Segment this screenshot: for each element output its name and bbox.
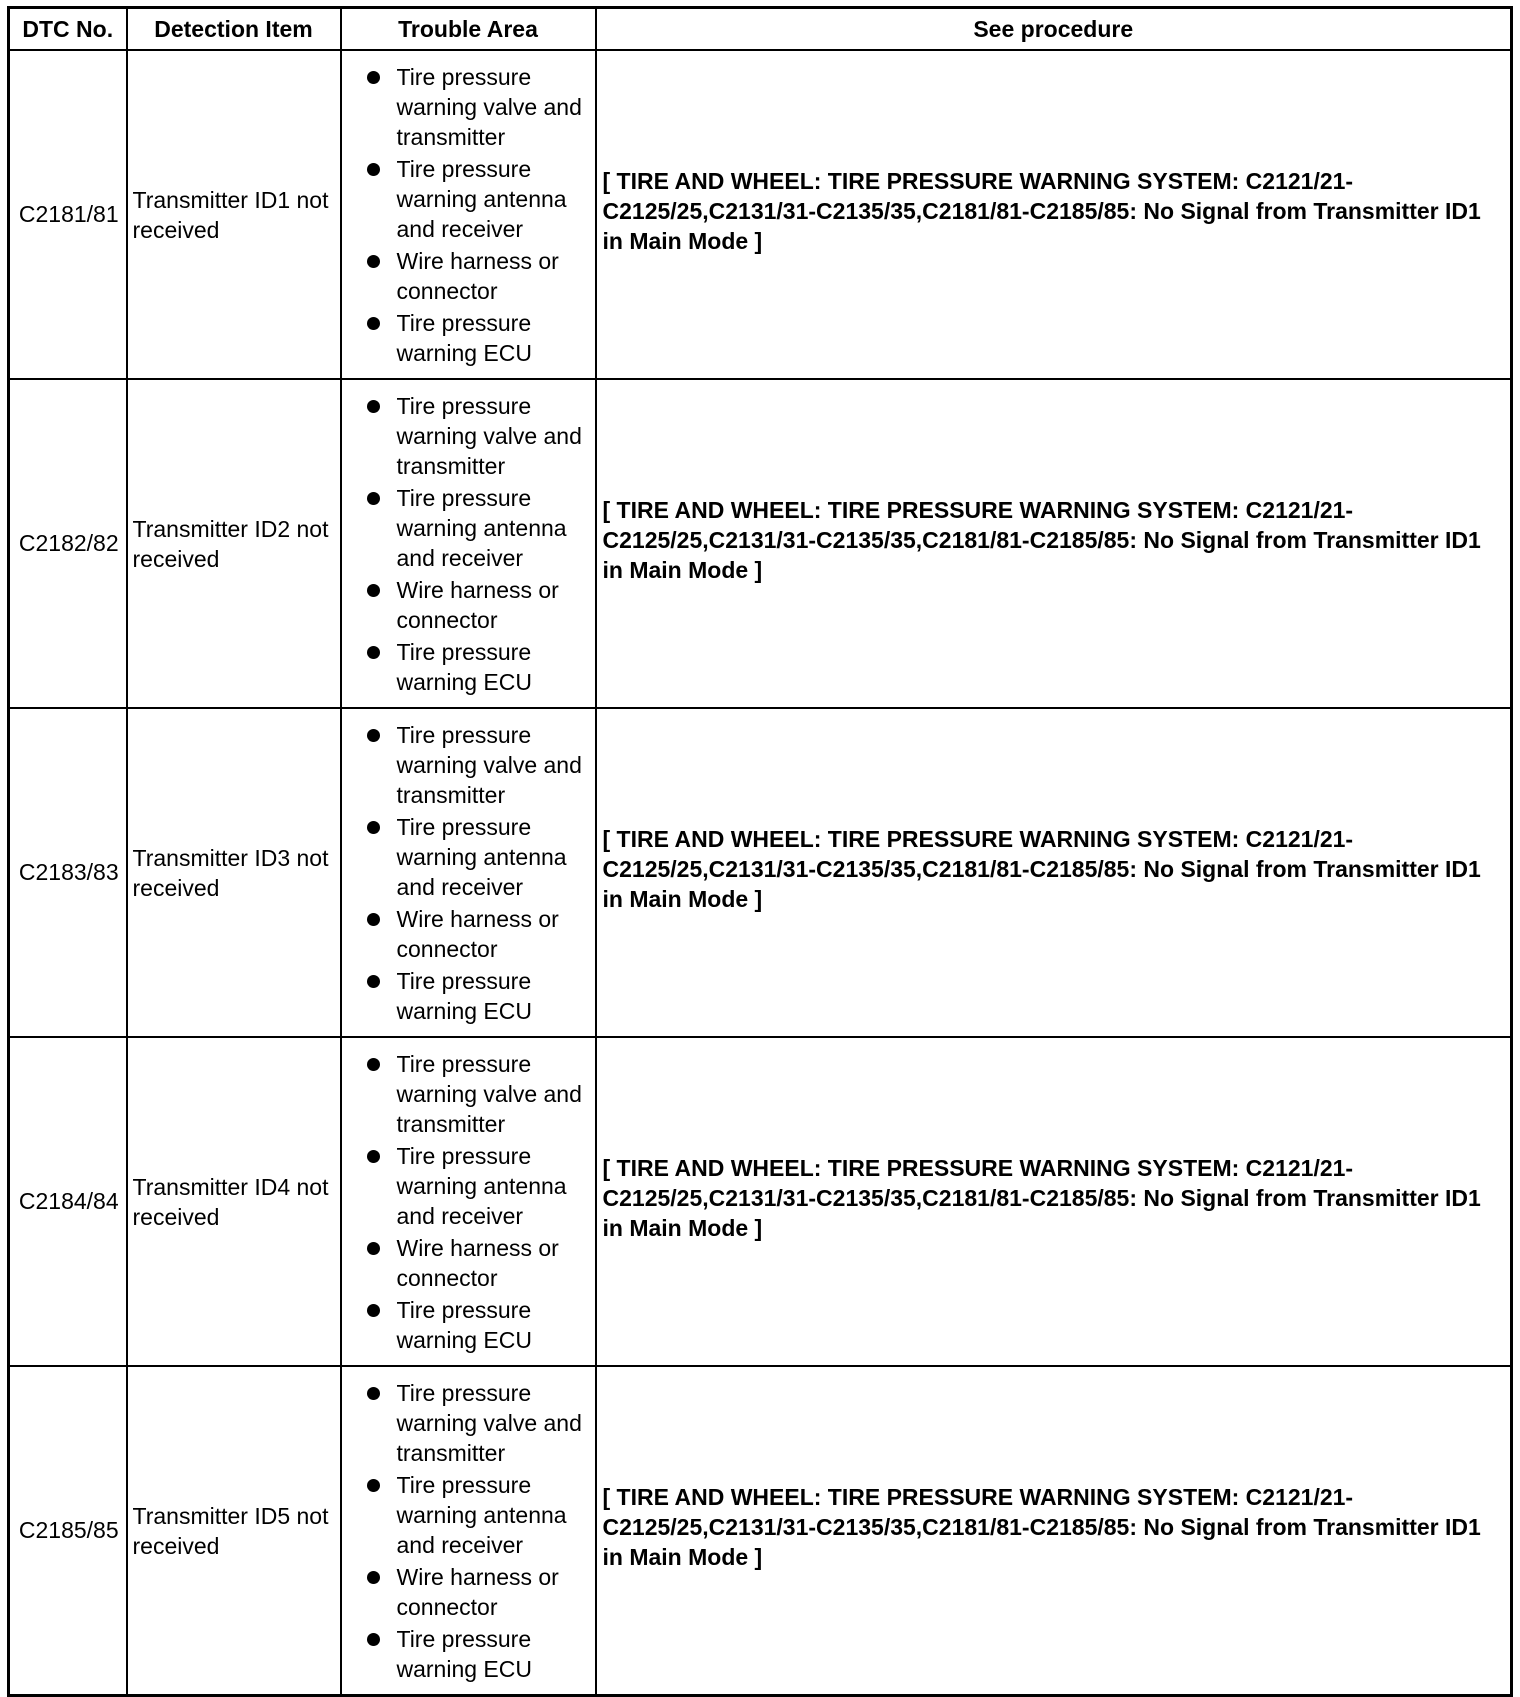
bullet-icon [367,1387,380,1400]
trouble-area-item [397,1049,589,1139]
trouble-area-item [397,1233,589,1293]
detection-item: Transmitter ID2 not received [127,379,341,708]
trouble-area-text: Tire pressure warning valve and transmitter [396,721,582,808]
bullet-icon [367,1571,380,1584]
dtc-code: C2183/83 [9,708,127,1037]
trouble-area-item [397,637,589,697]
detection-item: Transmitter ID4 not received [127,1037,341,1366]
trouble-area-text: Tire pressure warning ECU [396,309,532,366]
trouble-area-text: Wire harness or connector [396,247,559,304]
trouble-area-text: Tire pressure warning ECU [396,638,532,695]
trouble-area-text: Tire pressure warning antenna and receiver [396,484,567,571]
trouble-area-item [397,154,589,244]
bullet-icon [367,71,380,84]
trouble-area-item [397,1295,589,1355]
table-header-row [9,8,1512,51]
trouble-area-text: Tire pressure warning antenna and receiver [396,813,567,900]
detection-item: Transmitter ID5 not received [127,1366,341,1696]
trouble-area-item [397,391,589,481]
header-trouble-area: Trouble Area [341,8,596,51]
bullet-icon [367,1304,380,1317]
header-see-procedure: See procedure [596,8,1512,51]
bullet-icon [367,255,380,268]
dtc-code: C2185/85 [9,1366,127,1696]
table-row [9,50,1512,379]
trouble-area-cell [341,50,596,379]
trouble-area-text: Tire pressure warning valve and transmitter [396,392,582,479]
bullet-icon [367,1058,380,1071]
trouble-area-text: Tire pressure warning valve and transmitter [396,1050,582,1137]
trouble-area-item [397,575,589,635]
bullet-icon [367,913,380,926]
trouble-area-item [397,904,589,964]
trouble-area-text: Wire harness or connector [396,1234,559,1291]
table-row [9,708,1512,1037]
trouble-area-item [397,308,589,368]
trouble-area-cell [341,708,596,1037]
trouble-area-cell [341,1366,596,1696]
procedure-link[interactable]: [ TIRE AND WHEEL: TIRE PRESSURE WARNING SYSTEM: C2121/21-C2125/25,C2131/31-C2135/35,C2181/81-C2185/85: No Signal from Transmitter ID1 in Main Mode ] [596,50,1512,379]
trouble-area-item [397,1470,589,1560]
trouble-area-item [397,966,589,1026]
detection-item: Transmitter ID3 not received [127,708,341,1037]
dtc-code: C2184/84 [9,1037,127,1366]
trouble-area-list [342,62,595,368]
dtc-code: C2181/81 [9,50,127,379]
detection-item: Transmitter ID1 not received [127,50,341,379]
trouble-area-text: Tire pressure warning ECU [396,1625,532,1682]
trouble-area-item [397,1141,589,1231]
table-row [9,379,1512,708]
bullet-icon [367,400,380,413]
bullet-icon [367,975,380,988]
table-row [9,1366,1512,1696]
bullet-icon [367,821,380,834]
procedure-link[interactable]: [ TIRE AND WHEEL: TIRE PRESSURE WARNING SYSTEM: C2121/21-C2125/25,C2131/31-C2135/35,C2181/81-C2185/85: No Signal from Transmitter ID1 in Main Mode ] [596,1037,1512,1366]
trouble-area-item [397,246,589,306]
bullet-icon [367,646,380,659]
trouble-area-item [397,1562,589,1622]
bullet-icon [367,1242,380,1255]
trouble-area-text: Tire pressure warning antenna and receiver [396,1142,567,1229]
trouble-area-text: Tire pressure warning ECU [396,967,532,1024]
trouble-area-text: Tire pressure warning valve and transmitter [396,63,582,150]
trouble-area-item [397,812,589,902]
trouble-area-text: Wire harness or connector [396,576,559,633]
procedure-link[interactable]: [ TIRE AND WHEEL: TIRE PRESSURE WARNING SYSTEM: C2121/21-C2125/25,C2131/31-C2135/35,C2181/81-C2185/85: No Signal from Transmitter ID1 in Main Mode ] [596,379,1512,708]
bullet-icon [367,163,380,176]
trouble-area-item [397,1624,589,1684]
trouble-area-text: Tire pressure warning ECU [396,1296,532,1353]
trouble-area-list [342,391,595,697]
bullet-icon [367,1633,380,1646]
trouble-area-item [397,62,589,152]
trouble-area-item [397,483,589,573]
table-row [9,1037,1512,1366]
trouble-area-cell [341,1037,596,1366]
trouble-area-text: Tire pressure warning valve and transmitter [396,1379,582,1466]
bullet-icon [367,729,380,742]
bullet-icon [367,492,380,505]
bullet-icon [367,584,380,597]
trouble-area-item [397,720,589,810]
procedure-link[interactable]: [ TIRE AND WHEEL: TIRE PRESSURE WARNING SYSTEM: C2121/21-C2125/25,C2131/31-C2135/35,C2181/81-C2185/85: No Signal from Transmitter ID1 in Main Mode ] [596,1366,1512,1696]
trouble-area-text: Tire pressure warning antenna and receiver [396,1471,567,1558]
trouble-area-cell [341,379,596,708]
dtc-code: C2182/82 [9,379,127,708]
trouble-area-list [342,1049,595,1355]
trouble-area-list [342,720,595,1026]
trouble-area-item [397,1378,589,1468]
procedure-link[interactable]: [ TIRE AND WHEEL: TIRE PRESSURE WARNING SYSTEM: C2121/21-C2125/25,C2131/31-C2135/35,C2181/81-C2185/85: No Signal from Transmitter ID1 in Main Mode ] [596,708,1512,1037]
header-detection-item: Detection Item [127,8,341,51]
bullet-icon [367,1150,380,1163]
dtc-table [7,6,1513,1697]
bullet-icon [367,1479,380,1492]
header-dtc-no: DTC No. [9,8,127,51]
trouble-area-text: Wire harness or connector [396,1563,559,1620]
bullet-icon [367,317,380,330]
trouble-area-list [342,1378,595,1684]
trouble-area-text: Wire harness or connector [396,905,559,962]
trouble-area-text: Tire pressure warning antenna and receiver [396,155,567,242]
